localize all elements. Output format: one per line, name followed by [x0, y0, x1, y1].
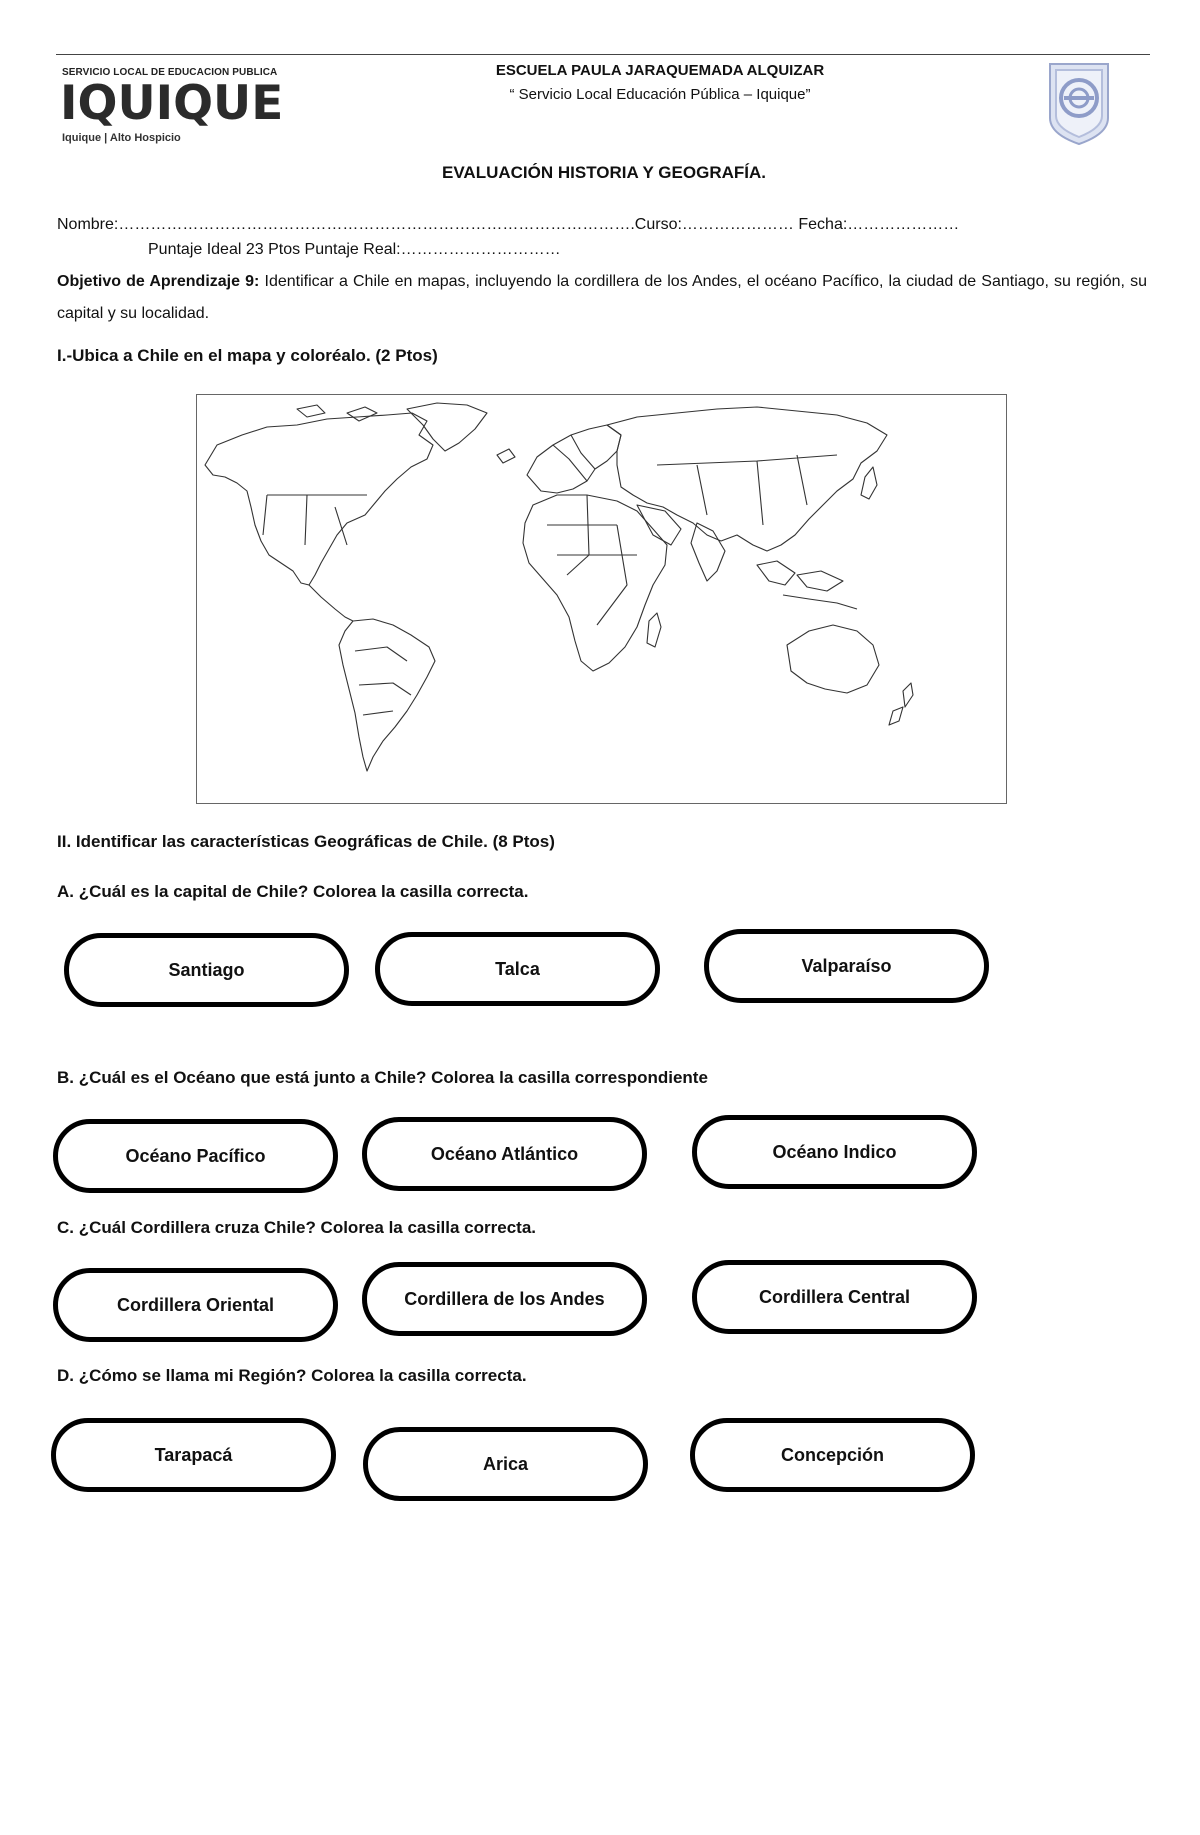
- section-2-title: II. Identificar las características Geográficas de Chile. (8 Ptos): [57, 832, 555, 851]
- student-info-line: Nombre:…………………………………………………………………………………….Curso:………………… Fecha:…………………: [57, 216, 960, 233]
- world-map-outline: [197, 395, 1006, 803]
- option-c-oriental[interactable]: Cordillera Oriental: [53, 1268, 338, 1342]
- option-b-pacifico[interactable]: Océano Pacífico: [53, 1119, 338, 1193]
- option-a-santiago[interactable]: Santiago: [64, 933, 349, 1007]
- logo-top-text: SERVICIO LOCAL DE EDUCACION PUBLICA: [62, 67, 278, 78]
- exam-title: EVALUACIÓN HISTORIA Y GEOGRAFÍA.: [442, 163, 766, 182]
- option-a-talca[interactable]: Talca: [375, 932, 660, 1006]
- option-d-tarapaca[interactable]: Tarapacá: [51, 1418, 336, 1492]
- question-a: A. ¿Cuál es la capital de Chile? Colorea la casilla correcta.: [57, 882, 529, 901]
- question-c: C. ¿Cuál Cordillera cruza Chile? Colorea la casilla correcta.: [57, 1218, 536, 1237]
- school-crest-icon: [1046, 60, 1112, 146]
- objective-text: Identificar a Chile en mapas, incluyendo la cordillera de los Andes, el océano Pacífico, la ciudad de Santiago, su región, su capital y su localidad.: [57, 273, 1148, 322]
- question-b: B. ¿Cuál es el Océano que está junto a Chile? Colorea la casilla correspondiente: [57, 1068, 708, 1087]
- school-name: ESCUELA PAULA JARAQUEMADA ALQUIZAR: [495, 62, 825, 79]
- option-b-indico[interactable]: Océano Indico: [692, 1115, 977, 1189]
- option-d-concepcion[interactable]: Concepción: [690, 1418, 975, 1492]
- question-d: D. ¿Cómo se llama mi Región? Colorea la casilla correcta.: [57, 1366, 527, 1385]
- score-line: Puntaje Ideal 23 Ptos Puntaje Real:…………………………: [148, 241, 561, 258]
- header-rule: [56, 54, 1150, 55]
- option-b-atlantico[interactable]: Océano Atlántico: [362, 1117, 647, 1191]
- logo-bottom-text: Iquique | Alto Hospicio: [62, 132, 181, 144]
- world-map[interactable]: [196, 394, 1007, 804]
- objective-label: Objetivo de Aprendizaje 9:: [57, 273, 260, 290]
- option-a-valparaiso[interactable]: Valparaíso: [704, 929, 989, 1003]
- school-subtitle: “ Servicio Local Educación Pública – Iquique”: [509, 86, 811, 103]
- learning-objective: [57, 266, 1147, 330]
- logo-main-text: IQUIQUE: [60, 76, 284, 131]
- section-1-title: I.-Ubica a Chile en el mapa y coloréalo. (2 Ptos): [57, 346, 438, 365]
- option-d-arica[interactable]: Arica: [363, 1427, 648, 1501]
- option-c-central[interactable]: Cordillera Central: [692, 1260, 977, 1334]
- option-c-andes[interactable]: Cordillera de los Andes: [362, 1262, 647, 1336]
